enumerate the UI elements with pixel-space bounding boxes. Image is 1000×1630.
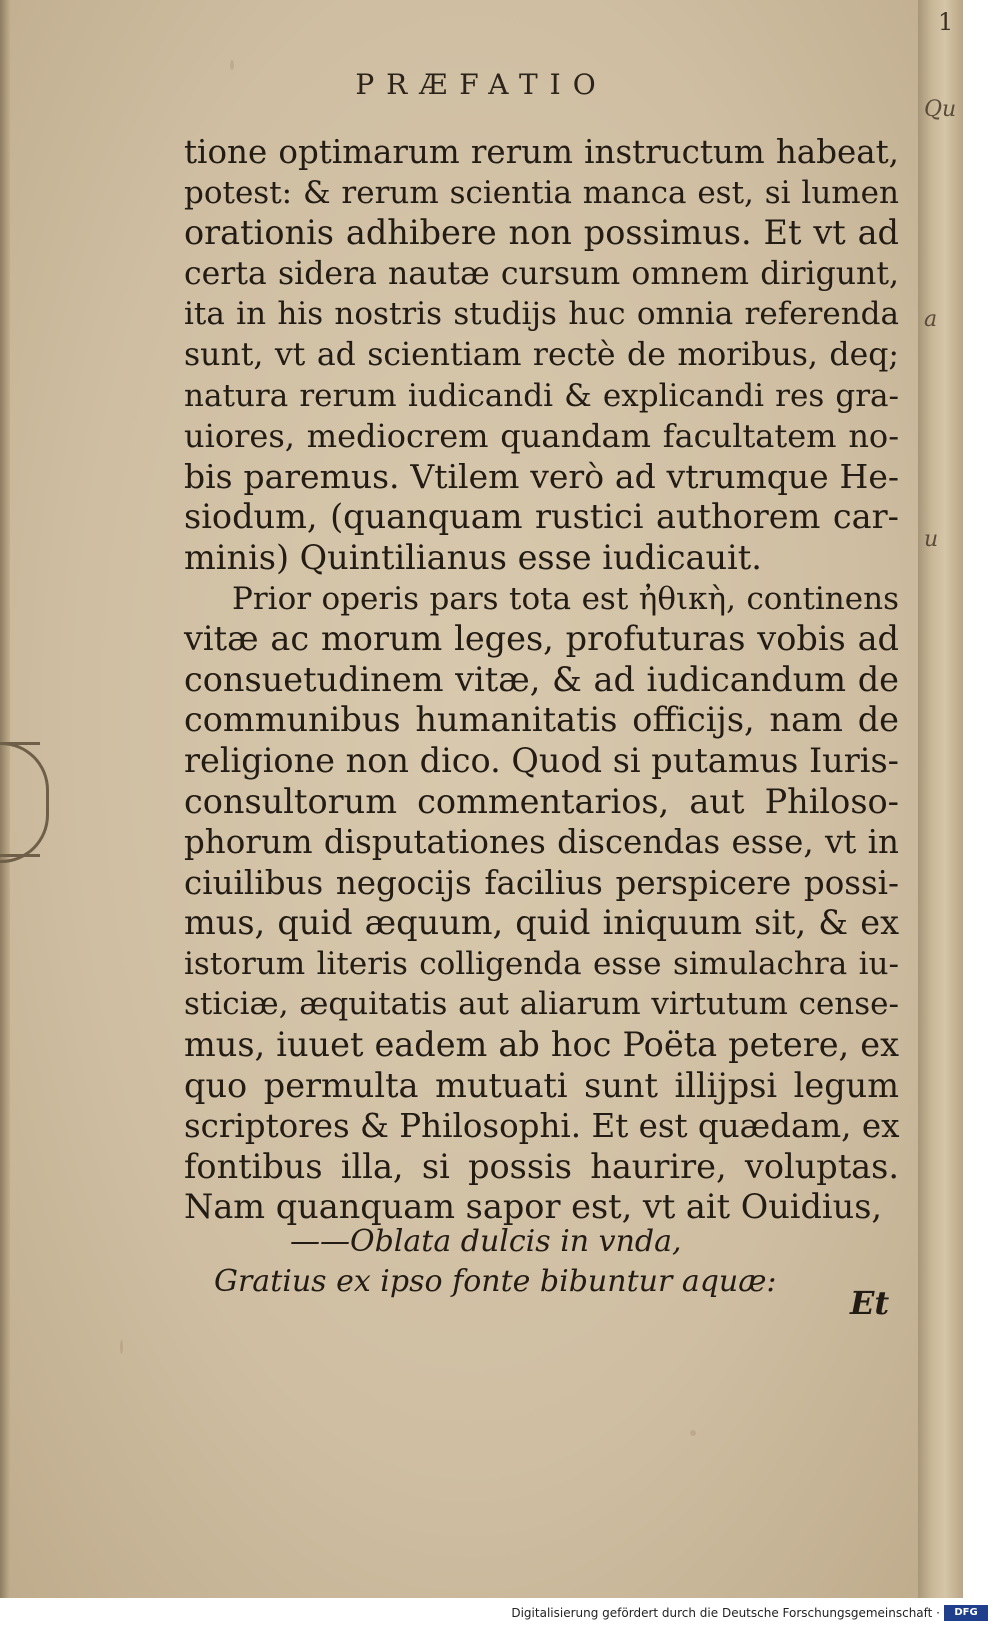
text-line: certa sidera nautæ cursum omnem dirigunt, (184, 255, 899, 292)
text-line: tione optimarum rerum instructum habeat, (184, 133, 899, 171)
text-line: communibus humanitatis officijs, nam de (184, 700, 899, 740)
text-line: ciuilibus negocijs facilius perspicere possi- (184, 863, 899, 902)
edge-text: Qu (924, 97, 957, 122)
edge-text: u (924, 527, 939, 552)
text-line: phorum disputationes discendas esse, vt in (184, 823, 899, 862)
digitization-credit: Digitalisierung gefördert durch die Deutsche Forschungsgemeinschaft · (511, 1606, 940, 1620)
next-page-edge (918, 0, 963, 1598)
text-line: mus, quid æquum, quid iniquum sit, & ex (184, 903, 899, 943)
text-line: siodum, (quanquam rustici authorem car- (184, 497, 899, 537)
body-text (184, 132, 899, 1228)
binding-band-top (0, 742, 40, 745)
paper-stain (690, 1430, 696, 1436)
verse-line-1: ——Oblata dulcis in vnda, (290, 1224, 682, 1259)
dfg-logo: DFG (944, 1605, 988, 1621)
paper-stain (120, 1340, 123, 1354)
text-line: Nam quanquam sapor est, vt ait Ouidius, (184, 1187, 883, 1227)
binding-band-bottom (0, 854, 40, 857)
text-line: uiores, mediocrem quandam facultatem no- (184, 417, 899, 456)
text-line: vitæ ac morum leges, profuturas vobis ad (184, 619, 899, 659)
text-line: sunt, vt ad scientiam rectè de moribus, deq; (184, 336, 899, 373)
text-line: orationis adhibere non possimus. Et vt ad (184, 213, 899, 253)
text-line: natura rerum iudicandi & explicandi res gra- (184, 377, 899, 414)
text-line: istorum literis colligenda esse simulachra iu- (184, 945, 899, 982)
edge-text: a (924, 307, 938, 332)
catchword: Et (850, 1284, 890, 1322)
text-line: bis paremus. Vtilem verò ad vtrumque He- (184, 456, 899, 496)
verse-line-2: Gratius ex ipso fonte bibuntur aquæ: (214, 1264, 777, 1299)
text-line: potest: & rerum scientia manca est, si lumen (184, 174, 899, 211)
text-line: sticiæ, æquitatis aut aliarum virtutum cense- (184, 986, 899, 1023)
text-line: consuetudinem vitæ, & ad iudicandum de (184, 659, 899, 699)
text-line: fontibus illa, si possis haurire, voluptas. (184, 1146, 899, 1186)
text-line: minis) Quintilianus esse iudicauit. (184, 537, 762, 577)
running-header: PRÆFATIO (355, 68, 608, 101)
text-line: scriptores & Philosophi. Et est quædam, ex (184, 1107, 900, 1146)
text-line: quo permulta mutuati sunt illijpsi legum (184, 1065, 899, 1105)
edge-page-number: 1 (938, 8, 954, 36)
text-line: religione non dico. Quod si putamus Iuris- (184, 740, 899, 780)
text-line: mus, iuuet eadem ab hoc Poëta petere, ex (184, 1025, 899, 1065)
text-line: Prior operis pars tota est ἠθικὴ, continens (232, 580, 899, 617)
text-line: ita in his nostris studijs huc omnia referenda (184, 296, 899, 333)
text-line: consultorum commentarios, aut Philoso- (184, 781, 899, 821)
